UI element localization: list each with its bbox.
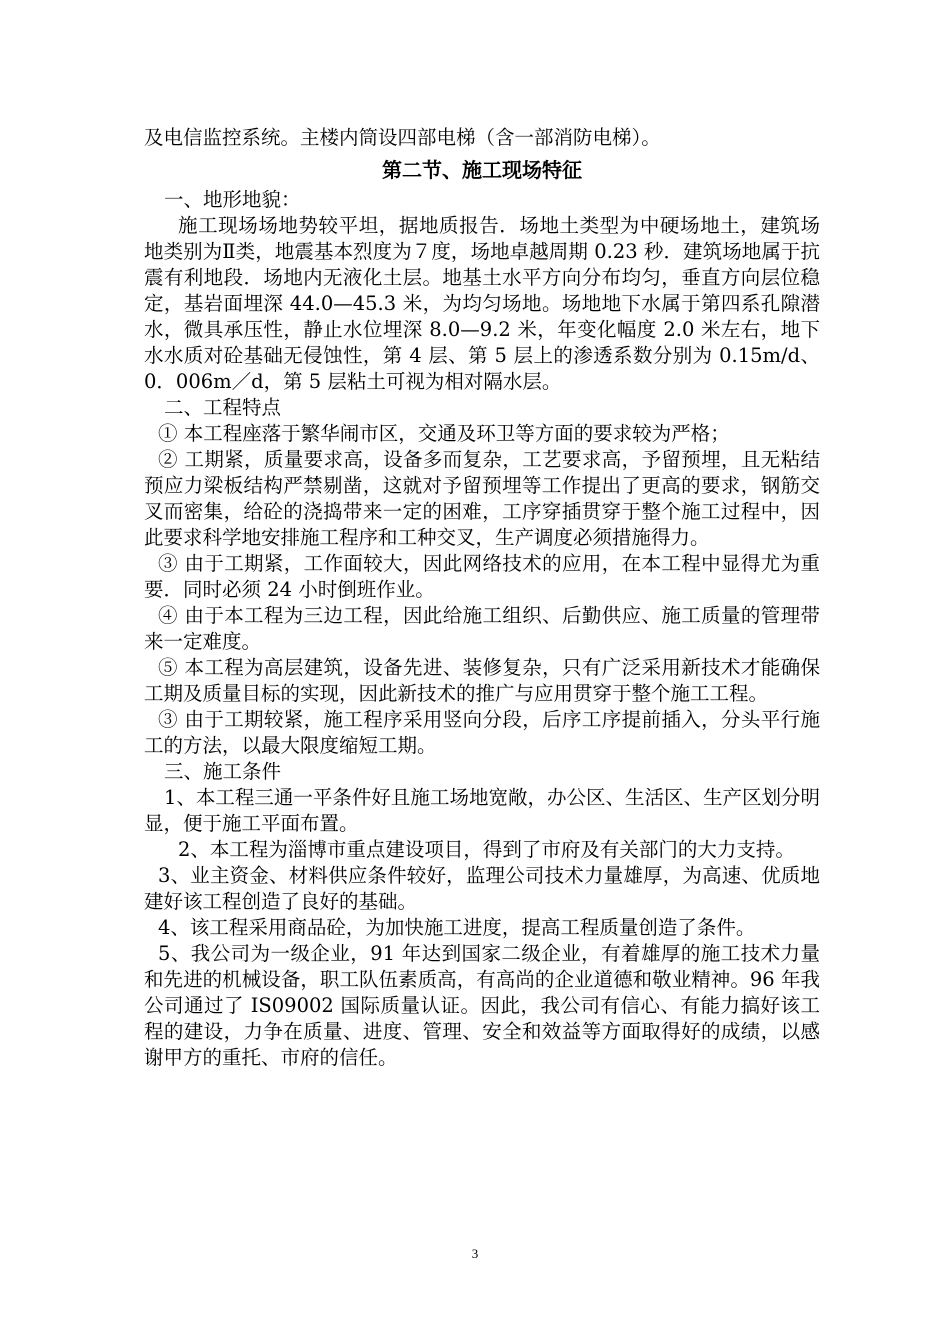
feature-item-2: ② 工期紧，质量要求高，设备多而复杂，工艺要求高，予留预埋，且无粘结预应力梁板结构严禁剔凿，这就对予留预埋等工作提出了更高的要求，钢筋交叉而密集，给砼的浇捣带来一定的困难，工序穿插贯穿于整个施工过程中，因此要求科学地安排施工程序和工种交叉，生产调度必须措施得力。 [144,448,820,549]
feature-item-4: ④ 由于本工程为三边工程，因此给施工组织、后勤供应、施工质量的管理带来一定难度。 [144,604,820,653]
feature-item-1: ① 本工程座落于繁华闹市区，交通及环卫等方面的要求较为严格； [158,422,730,445]
condition-item-1: 1、本工程三通一平条件好且施工场地宽敞，办公区、生活区、生产区划分明显，便于施工平面布置。 [144,786,820,835]
section-title: 第二节、施工现场特征 [382,158,582,182]
condition-item-3: 3、业主资金、材料供应条件较好，监理公司技术力量雄厚，为高速、优质地建好该工程创造了良好的基础。 [144,864,820,913]
condition-item-4: 4、该工程采用商品砼，为加快施工进度，提高工程质量创造了条件。 [158,916,756,939]
conditions-heading: 三、施工条件 [164,760,282,783]
terrain-paragraph: 施工现场场地势较平坦，据地质报告．场地土类型为中硬场地土，建筑场地类别为Ⅱ类，地震基本烈度为７度，场地卓越周期 0.23 秒．建筑场地属于抗震有利地段．场地内无液化土层。地基土水平方向分布均匀，垂直方向层位稳定，基岩面埋深 44.0—45.3 米，为均匀场地。场地地下水属于第四系孔隙潜水，微具承压性，静止水位埋深 8.0—9.2 米，年变化幅度 2.0 米左右，地下水水质对砼基础无侵蚀性，第 4 层、第 5 层上的渗透系数分别为 0.15m/d、0．006m／d，第 5 层粘土可视为相对隔水层。 [144,214,820,393]
feature-item-6: ③ 由于工期较紧，施工程序采用竖向分段，后序工序提前插入，分头平行施工的方法，以最大限度缩短工期。 [144,708,820,757]
feature-item-3: ③ 由于工期紧，工作面较大，因此网络技术的应用，在本工程中显得尤为重要．同时必须 24 小时倒班作业。 [144,552,820,601]
page-number: 3 [471,1246,479,1261]
features-heading: 二、工程特点 [164,396,282,419]
condition-item-2: 2、本工程为淄博市重点建设项目，得到了市府及有关部门的大力支持。 [178,838,795,861]
terrain-heading: 一、地形地貌： [164,188,301,211]
condition-item-5: 5、我公司为一级企业，91 年达到国家二级企业，有着雄厚的施工技术力量和先进的机械设备，职工队伍素质高，有高尚的企业道德和敬业精神。96 年我公司通过了 IS09002 国际质量认证。因此，我公司有信心、有能力搞好该工程的建设，力争在质量、进度、管理、安全和效益等方面取得好的成绩，以感谢甲方的重托、市府的信任。 [144,942,820,1069]
continuation-paragraph: 及电信监控系统。主楼内筒设四部电梯（含一部消防电梯）。 [144,126,661,149]
feature-item-5: ⑤ 本工程为高层建筑，设备先进、装修复杂，只有广泛采用新技术才能确保工期及质量目标的实现，因此新技术的推广与应用贯穿于整个施工工程。 [144,656,820,705]
page-body [144,125,820,1071]
